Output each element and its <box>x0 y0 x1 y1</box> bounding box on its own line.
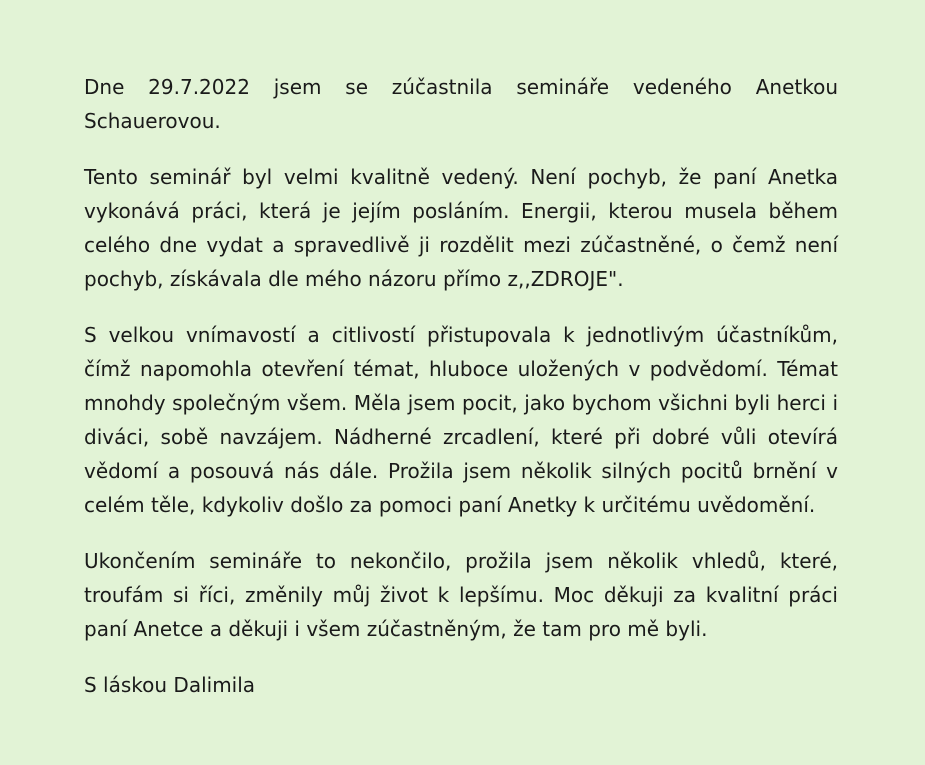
document-body <box>84 70 838 702</box>
paragraph-intro: Dne 29.7.2022 jsem se zúčastnila semináře vedeného Anetkou Schauerovou. <box>84 75 838 133</box>
paragraph-participants: S velkou vnímavostí a citlivostí přistupovala k jednotlivým účastníkům, čímž napomohla otevření témat, hluboce uložených v podvědomí. Témat mnohdy společným všem. Měla jsem pocit, jako bychom všichni byli herci i diváci, sobě navzájem. Nádherné zrcadlení, které při dobré vůli otevírá vědomí a posouvá nás dále. Prožila jsem několik silných pocitů brnění v celém těle, kdykoliv došlo za pomoci paní Anetky k určitému uvědomění. <box>84 323 838 517</box>
paragraph-after-seminar: Ukončením semináře to nekončilo, prožila jsem několik vhledů, které, troufám si říci, změnily můj život k lepšímu. Moc děkuji za kvalitní práci paní Anetce a děkuji i všem zúčastněným, že tam pro mě byli. <box>84 549 838 641</box>
signature: S láskou Dalimila <box>84 673 256 697</box>
paragraph-seminar-quality: Tento seminář byl velmi kvalitně vedený. Není pochyb, že paní Anetka vykonává práci, která je jejím posláním. Energii, kterou musela během celého dne vydat a spravedlivě ji rozdělit mezi zúčastněné, o čemž není pochyb, získávala dle mého názoru přímo z,,ZDROJE". <box>84 165 838 291</box>
